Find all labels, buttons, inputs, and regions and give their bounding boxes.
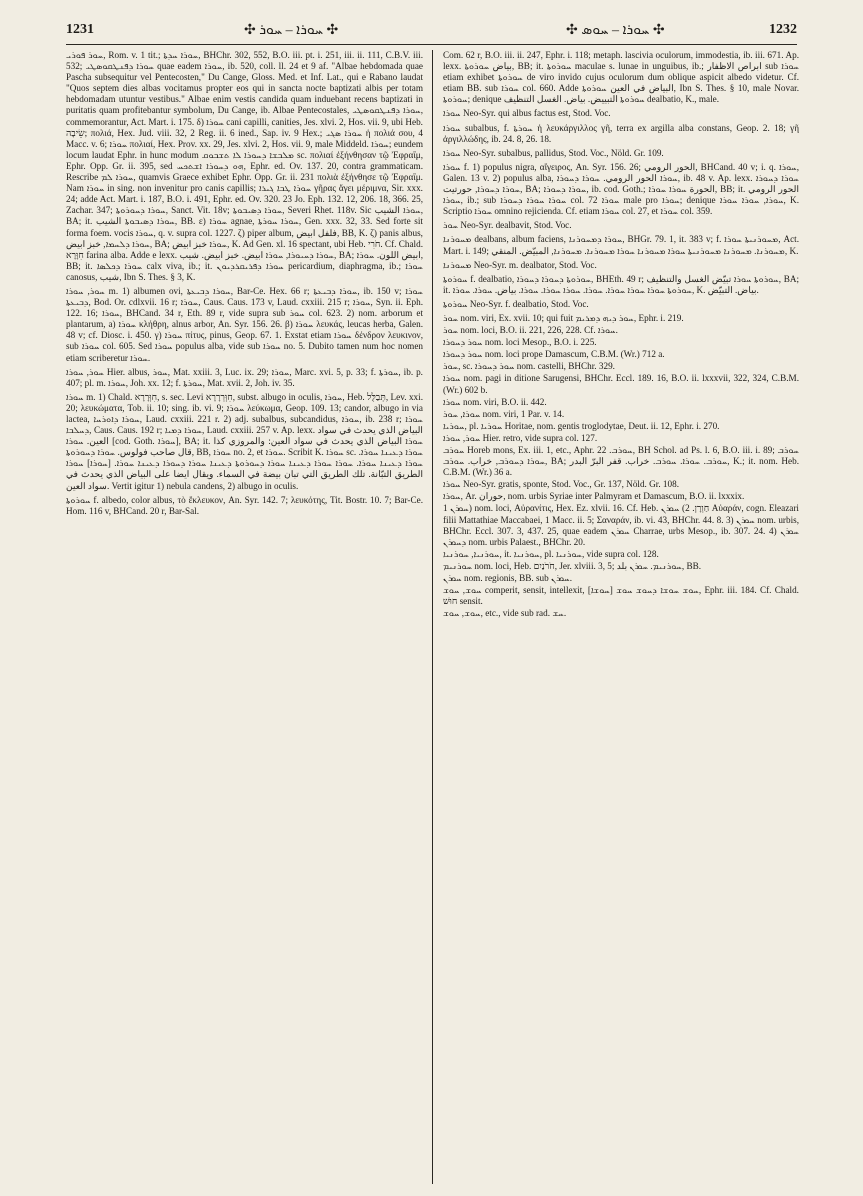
entry: ܚܘܪܐ nom. pagi in ditione Sarugensi, BHChr. Eccl. 189. 16, B.O. ii. lxxxvii, 322, 324, C.B.M. (Wr.) 602 b. <box>443 373 799 395</box>
entry: ܚܘܪܐ m. 1) Chald. חִוְּרָרָא, s. sec. Levi חִוְּרְרָרָא, subst. albugo in oculis, ܚܘܪܐ, Heb. תְּבַלֻּל, Lev. xxi. 20; λευκώματα, Tob. ii. 10; sing. ib. vi. 9; ܚܘܪܐ λεύκωμα, Geop. 109. 13; candor, albugo in via lactea, ܚܘܪܐ ܕܐܘܪܚܐ, Laud. cxxiii. 221 r. 2) adj. subalbus, subcandidus, ܚܘܪܐ, ib. 238 r; ܚܘܪܐ ܕܚܠܒܐ, Caus. Caus. 192 r; ܚܘܪܐ ܕܡܝܐ, Laud. cxxiii. 257 v. Ap. lexx. البياض الذي يحدث في سواد العين. ܚܘܪܐ [cod. Goth. ܚܘܪܐ], BA; it. ܚܘܪܐ البياض الذي يحدث في سواد العين: والمروزي كذا قال صاحب فولوس. ܚܘܪܐ ܕܚܘܪܘܬܐ, BB, ܚܘܪܐ no. 2, et ܚܘܪܐ. Scribit K. ܚܘܪܐ sc. ܚܘܪܐ ܕܥܝܢܐ ܚܘܪܐ. ܚܘܪܐ ܕܥܝܢܐ ܚܘܪܐ. ܚܘܪܐ ܚܘܪܐ ܕܥܝܢܐ ܚܘܪܐ ܕܚܘܪܘܬܐ ܕܥܝܢܐ ܚܘܪܐ ܕܚܘܪܐ ܕܥܝܢܐ ܚܘܪܐ. [ܚܘܪܐ] ܚܘܪܐ الطريق التبّانة. تلك الطريق التي تبان بيضة في السماء. ويقال ايضا على البياض الذي يحدث في سواد العين. Vertit igitur 1) nebula candens, 2) albugo in oculis. <box>66 391 423 491</box>
entry: ܚܘܪ nom. loci, B.O. ii. 221, 226, 228. Cf. ܚܘܪܐ. <box>443 325 618 336</box>
page-number-right: 1232 <box>769 22 797 37</box>
entry: ܚܘܪ ܕܚܘܪܐ nom. loci Mesop., B.O. i. 225. <box>443 337 597 348</box>
entry: ܚܘܪܘܬܐ Neo-Syr. f. dealbatio, Stod. Voc. <box>443 298 589 309</box>
entry: ܚܘܪܒ Horeb mons, Ex. iii. 1, etc., Aphr. ܚܘܪܒ. 22, BH Schol. ad Ps. l. 6, B.O. iii. i. 89; ܚܘܪܒ ܚܘܪܐ ܕܚܘܪܒ, خراب. ܚܘܪܒ, BA; ܚܘܪܒ. ܚܘܪܐ. ܚܘܪܒ. خراب. قفر البرّ البدر, K.; it. nom. Heb. C.B.M. (Wr.) 36 a. <box>443 445 799 478</box>
entry: ܚܘܪܢ 1) nom. loci, Αὐρανίτις, Hex. Ez. xlvii. 16. Cf. Heb. חַוְרָן. 2) ܚܘܪܢ Αὐαράν, cogn. Eleazari filii Mattathiae Maccabaei, 1 Macc. ii. 5; Σαναράν, ib. vi. 43, BHChr. 44. 8. 3) ܚܘܪܢ nom. urbis, BHChr. Eccl. 307. 3, 437. 25, quae eadem ܚܘܪܢ Charrae, urbs Mesop., ib. 307. 24. 4) ܚܘܪܢ ܕܚܘܪܢ nom. urbis Palaest., BHChr. 20. <box>443 503 799 547</box>
entry: ܚܘܪܘܬܐ f. albedo, color albus, τὸ ἔκλευκον, An. Syr. 142. 7; λευκότης, Tit. Bostr. 10. 7; Bar-Ce. Hom. 116 v, BHCand. 20 r, Bar-Sal. <box>66 494 423 516</box>
entry: ܚܘܪܐ Neo-Syr. subalbus, pallidus, Stod. Voc., Nöld. Gr. 109. <box>443 147 664 158</box>
right-column <box>443 50 799 1186</box>
entry: ܚܘܪ nom. viri, Ex. xvii. 10; qui fuit ܚܘܪ ܕܝܗ ܕܡܪܝܡ, Ephr. i. 219. <box>443 312 684 323</box>
entry: ܚܘܪܐ nom. viri, B.O. ii. 442. <box>443 396 547 407</box>
page-number-left: 1231 <box>66 22 94 37</box>
running-head-left: ✣ ܚܘܪܐ – ܚܘܪ ✣ <box>244 23 339 38</box>
entry: ܡܚܘܪܢܐ Neo-Syr. m. dealbator, Stod. Voc. <box>443 259 597 270</box>
left-column <box>66 50 423 1186</box>
running-head-right: ✣ ܚܘܪܐ – ܚܘܣ ✣ <box>566 23 665 38</box>
entry: ܚܘܪܐ subalbus, f. ܚܘܪܬܐ ἡ λευκάργιλλος γῆ, terra ex argilla alba constans, Geop. 2. 18; γῆ ἀργιλλώδης, ib. 24. 8, 26. 18. <box>443 122 799 144</box>
entry-continuation: ܚܘܪ ܦܘܪܝ, Rom. v. 1 tit.; ܚܘܪܐ ܚܕܬܐ, BHChr. 302, 552, B.O. iii. pt. i. 251, iii. ii. 111, C.B.V. iii. 532; ܚܘܪܐ ܕܦܢܛܩܘܣܛܝ quae eadem ܚܘܪܐ, ib. 520, coll. ll. 24 et 9 af. "Albae hebdomada quae Pascha subsequitur vel Pentecosten," Du Cange, Gloss. Med. et Inf. Lat., qui e Rabano laudat "Quos septem dies albas vocitamus propter eos qui in sancta nocte baptizati albis per totam hebdomadam utuntur vestibus." Albae enim vestis candida quam induebant recens baptizati in puritatis quam profitebantur symbolum, Du Cange, ib. Albae Pentecostales, ܚܘܪܐ ܕܦܢܛܩܘܣܛܝ, commemorantur, Act. Mart. i. 175. δ) ܚܘܪܐ cani capilli, canities, Jes. xlvi. 2, Hos. vii. 9, ubi Heb. שֵׂיבָה; πολιά, Hex. Jud. viii. 32, 2 Reg. ii. 6 ined., Sap. iv. 9 Hex.; ܚܘܪܐ ܣܓܝ ἡ πολιά σου, 4 Macc. v. 6; ܚܘܪܐ πολιαί, Hex. Prov. xx. 29, Jes. xlvi. 2, Hos. vii. 9, male Middeld. ܚܘܪܐ; eundem locum laudat Ephr. in hunc modum ܡܠܒܫܐ ܕܚܘܪܐ ܠܐ ܬܫܒܘܩ sc. πολιαί ἐξήνθησαν τῷ Ἐφραΐμ, Ephr. Opp. Gr. ii. 395, sed ܗܘ ܕܚܘܪܐ ܐܫܬܟܚ, Ephr. ed. Ov. 137. 20, contra grammaticam. Rescribe ܚܘܪܐ ܠܡ, quamvis Graece exhibet Ephr. Opp. Gr. ii. 231 πολιὰ ἐξήνθησε τῷ Ἐφραΐμ. Nam ܚܘܪܐ in sing. non invenitur pro canis capillis; ܚܘܪܐ ܛܒܐ ܓܝܪܐ γῆρας ἄγει μέριμνα, Sir. xxx. 24; adde Act. Mart. i. 187, B.O. i. 491, Ephr. ed. Ov. 320. 23 Jo. Eph. 132. 12, 206. 18, 366. 25, Zachar. 347; ܚܘܪܐ ܕܚܘܪܘܬܐ, Sanct. Vit. 18v; ܚܘܪܐ ܕܣܝܒܘܬܐ, Severi Rhet. 118v. Sic ܚܘܪܐ الشيب, BA; it. ܚܘܪܐ ܕܣܝܒܘܬܐ الشيب, BB. ε) ܚܘܪܐ agnae, ܚܘܪܐ ܚܘܪܬܐ, Gen. xxx. 32, 33. Sed forte sit forma foem. vocis ܚܘܪܐ, q. v. supra col. 1227. ζ) piper album, فلفل ابيض, BB, K. ζ) panis albus, ܚܘܪܐ ܕܠܚܡܐ, خبز ابيض, BA; ܚܘܪܐ خبز ابيض, K. Ad Gen. xl. 16 spectant, ubi Heb. חֹרִי. Cf. Chald. חִוָּרָא farina alba. Adde e lexx. ܚܘܪܐ ܕܚܝܘܪܐ, ܚܘܪܐ ابيض. خبز ابيض. شيب, BA; ابيض اللون. ܚܘܪܐ, BB; it. ܚܘܪܐ ܕܟܠܣܐ calx viva, ib.; it. ܚܘܪܐ ܕܦܪܝܩܪܕܝܘܢ pericardium, diaphragma, ib.; ܚܘܪܐ canosus, شيب, Ibn S. Thes. § 3, K. <box>66 50 423 282</box>
entry: ܚܘܪܢܝܡ nom. loci, Heb. חֹרֹנַיִם, Jer. xlviii. 3, 5; ܚܘܪܢܝܡ. ܚܘܪܢ بلد, BB. <box>443 560 702 571</box>
entry: ܚܘܪ Neo-Syr. dealbavit, Stod. Voc. <box>443 220 572 231</box>
page-header <box>66 22 797 44</box>
entry: ܚܘܪ ܕܚܘܪܐ nom. loci prope Damascum, C.B.M. (Wr.) 712 a. <box>443 349 665 360</box>
entry: ܚܘܪܐ Neo-Syr. qui albus factus est, Stod. Voc. <box>443 108 611 119</box>
column-divider <box>432 50 433 1184</box>
entry: ܚܘܪܐ, ܚܘܪ nom. viri, 1 Par. v. 14. <box>443 408 565 419</box>
entry: ܚܘܪ, ܚܘܪܐ Hier. albus, ܚܘܪ, Mat. xxiii. 3, Luc. ix. 29; ܚܘܪܐ, Marc. xvi. 5, p. 33; f. ܚܘܪܬܐ, ib. p. 407; pl. m. ܚܘܪܐ, Joh. xx. 12; f. ܚܘܪܬܐ, Mat. xvii. 2, Joh. iv. 35. <box>66 366 423 388</box>
entry: ܚܘܪܐ f. 1) populus nigra, αἴγειρος, An. Syr. 156. 26; الحور الرومي, BHCand. 40 v; i. q. ܚܘܪܐ, Galen. 13 v. 2) populus alba, ܚܘܪܐ الحور الرومي. ܚܘܪܐ ܕܚܘܪܐ, ib. 48 v. Ap. lexx. ܚܘܪܐ ܕܚܘܪܐ ܚܘܪܐ ܕܚܘܪܐ, حورتيت, BA; ܚܘܪܐ ܕܚܘܪܐ, ib. cod. Goth.; الحورة ܚܘܪܐ ܚܘܪܐ, BB; it. الحور الرومي ܚܘܪܐ, ib.; sub ܚܘܪܐ ܚܘܪܐ ܕܚܘܪܐ col. 72 ܚܘܪܐ male pro ܚܘܪܐ; denique ܚܘܪܐ, ܚܘܪܐ ܚܘܪܐ, K. Scriptio ܚܘܪܐ omnino rejicienda. Cf. etiam ܚܘܪܐ col. 27, et ܚܘܪܐ col. 359. <box>443 161 799 217</box>
entry-continuation: Com. 62 r, B.O. iii. ii. 247, Ephr. i. 118; metaph. lascivia oculorum, immodestia, ib. iii. 671. Ap. lexx. بياض ܚܘܪܘܬܐ, BB; it. ܚܘܪܘܬܐ maculae s. lunae in unguibus, ib.; ابراص الاظفار sub ܚܘܪܐ etiam exhibet ܚܘܪܘܬܐ de viro invido cujus oculorum dum oblique aspicit albedo videtur. Cf. etiam BB. sub ܚܘܪܐ col. 660. Adde البياض في العين ܚܘܪܘܬܐ, Ibn S. Thes. § 10, male Novar. ܚܘܪܘܬܐ; denique ܚܘܪܘܬܐ التبييض. بياض. الغسل التنظيف dealbatio, K., male. <box>443 50 799 105</box>
entry: ܚܘܪܝܐ, pl. ܚܘܪܝܐ Horitae, nom. gentis troglodytae, Deut. ii. 12, Ephr. i. 270. <box>443 420 720 431</box>
entry: ܚܘܪ, sc. ܚܘܪ ܕܚܘܪܐ nom. castelli, BHChr. 329. <box>443 361 615 372</box>
entry: ܚܘܫ, ܚܘܫ comperit, sensit, intellexit, ܚܘܫ ܚܘܫܐ ܕܚܘܫ ܚܘܫ [ܚܘܫܐ], Ephr. iii. 184. Cf. Chald. חוּשׁ sensit. <box>443 585 799 607</box>
entry: ܚܘܪܐ, Ar. حوران, nom. urbis Syriae inter Palmyram et Damascum, B.O. ii. lxxxix. <box>443 491 745 502</box>
entry: ܚܘܪ, ܚܘܪܐ Hier. retro, vide supra col. 127. <box>443 432 598 443</box>
entry: ܚܘܪܢܝܐ, ܚܘܪܢܝܐ, it. ܚܘܪܢܝܐ, pl. ܚܘܪܢܝܐ, vide supra col. 128. <box>443 548 659 559</box>
header-rule <box>66 44 797 45</box>
entry: ܚܘܪ, ܚܘܪܐ m. 1) albumen ovi, ܚܘܪܐ ܕܒܝܥܬܐ, Bar-Ce. Hex. 66 r; ܚܘܪܐ ܕܒܝܥܬܐ, ib. 150 v; ܚܘܪܐ ܕܒܝܥܬܐ, Bod. Or. cdlxvii. 16 r; ܚܘܪܐ, Caus. Caus. 173 v, Laud. cxxiii. 215 r; ܚܘܪܐ, Syn. ii. Eph. 122. 16; ܚܘܪܐ, BHCand. 34 r, Eth. 89 r, vide supra sub ܚܘܪ col. 623. 2) nom. arborum et plantarum, a) ܚܘܪܐ κλήθρη, alnus arbor, An. Syr. 156. 26. β) ܚܘܪܐ λευκάς, leucas herba, Galen. 48 v; cf. Diosc. i. 450. γ) ܚܘܪܐ πίτυς, pinus, Geop. 67. 1. Exstat etiam ܚܘܪܐ δένδρον λευκινον, sub ܚܘܪܐ col. 605. Sed ܚܘܪܐ populus alba, vide sub ܚܘܪܐ no. 5. Dubito tamen num hoc nomen etiam scriberetur ܚܘܪܐ. <box>66 285 423 363</box>
entry: ܚܘܪܢ nom. regionis, BB. sub ܚܘܪܢ. <box>443 573 572 584</box>
entry: ܚܘܫ, ܚܘܫ, etc., vide sub rad. ܚܫ. <box>443 608 567 619</box>
entry: ܚܘܪܘܬܐ f. dealbatio, ܚܘܪܘܬܐ ܕܚܘܪܐ ܕܚܘܪܐ, BHEth. 49 r; ܚܘܪܘܬܐ ܚܘܪܐ تبيّض الغسل والتنظيف, BA; it. ܚܘܪܘܬܐ ܚܘܪܐ ܚܘܪܐ ܚܘܪܐ. ܚܘܪܐ. ܚܘܪܐ ܚܘܪܐ. ܚܘܪܐ. بياض. ܚܘܪܐ. ܚܘܪܐ, K. بياض. التبيّض. <box>443 273 799 295</box>
entry: ܚܘܪܐ Neo-Syr. gratis, sponte, Stod. Voc., Gr. 137, Nöld. Gr. 108. <box>443 479 680 490</box>
entry: ܡܚܘܪܢܐ dealbans, album faciens, ܚܘܪܐ ܕܡܚܘܪܢܐ, BHGr. 79. 1, it. 383 v; f. ܡܚܘܪܢܝܬܐ ܚܘܪܐ, Act. Mart. i. 149; ܡܚܘܪܢܐ. ܡܚܘܪܢܐ ܡܚܘܪܢܝܬܐ ܚܘܪܐ ܡܚܘܪܢܐ ܚܘܪܐ ܡܚܘܪܢܐ. ܡܚܘܪܢܐ, المبيّض. المنقي, K. <box>443 234 799 256</box>
